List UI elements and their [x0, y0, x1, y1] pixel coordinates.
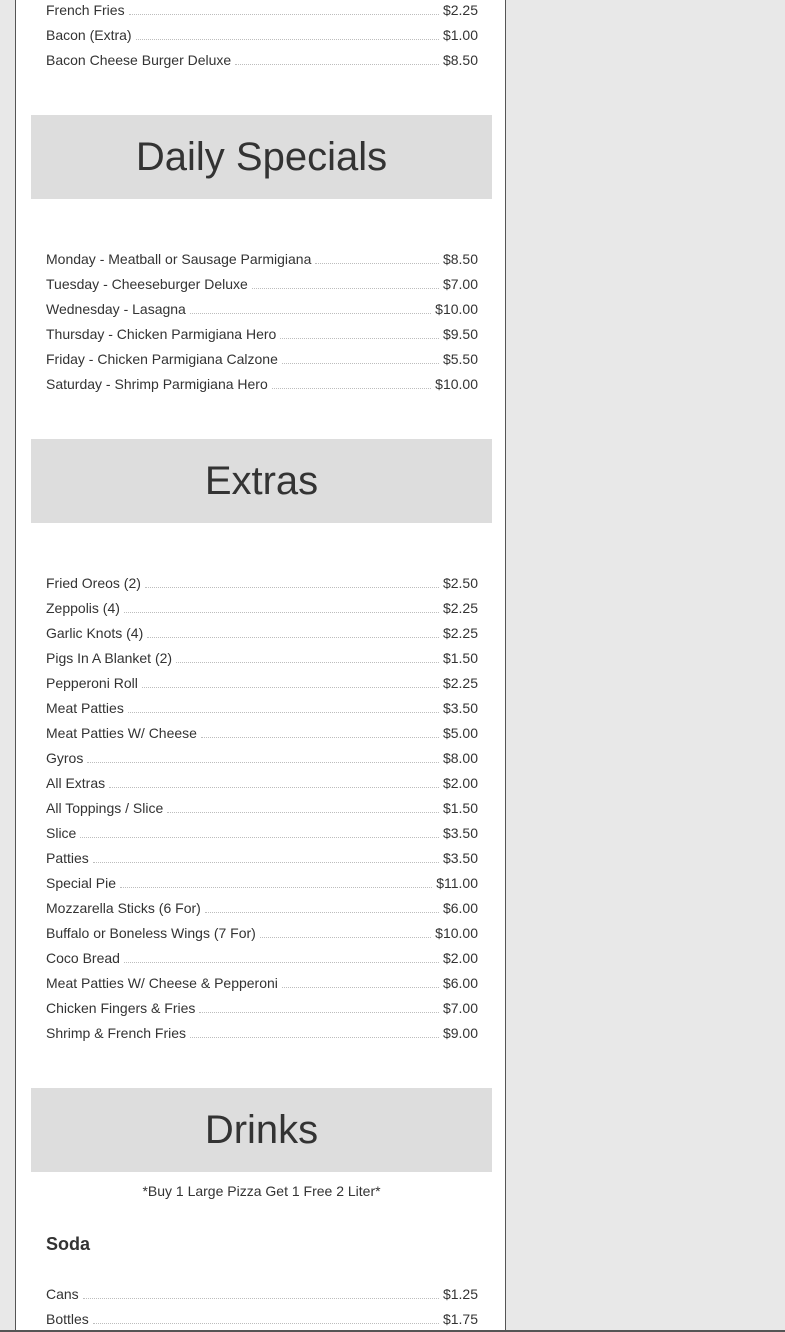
- menu-item: [46, 593, 478, 618]
- dot-leader: [93, 1323, 439, 1324]
- item-name: Pepperoni Roll: [46, 675, 138, 691]
- dot-leader: [147, 637, 439, 638]
- menu-item: [46, 618, 478, 643]
- dot-leader: [199, 1012, 439, 1013]
- item-name: Tuesday - Cheeseburger Deluxe: [46, 276, 248, 292]
- item-name: Coco Bread: [46, 950, 120, 966]
- item-price: $2.25: [442, 625, 478, 641]
- item-price: $1.25: [442, 1286, 478, 1302]
- item-name: Buffalo or Boneless Wings (7 For): [46, 925, 256, 941]
- item-price: $2.25: [442, 675, 478, 691]
- menu-item: [46, 693, 478, 718]
- item-name: Special Pie: [46, 875, 117, 891]
- dot-leader: [167, 812, 439, 813]
- item-name: Bottles: [46, 1311, 89, 1327]
- dot-leader: [190, 313, 431, 314]
- item-price: $5.50: [442, 351, 478, 367]
- item-price: $8.50: [442, 251, 478, 267]
- item-price: $10.00: [435, 301, 478, 317]
- item-price: $3.50: [442, 700, 478, 716]
- item-price: $8.50: [442, 52, 478, 68]
- dot-leader: [129, 14, 439, 15]
- dot-leader: [83, 1298, 439, 1299]
- item-name: Bacon Cheese Burger Deluxe: [46, 52, 232, 68]
- menu-item: [46, 868, 478, 893]
- menu-item: [46, 0, 478, 20]
- dot-leader: [205, 912, 439, 913]
- item-name: Chicken Fingers & Fries: [46, 1000, 196, 1016]
- item-price: $1.50: [442, 650, 478, 666]
- item-price: $9.50: [442, 326, 478, 342]
- dot-leader: [282, 987, 439, 988]
- menu-item: [46, 943, 478, 968]
- dot-leader: [280, 338, 439, 339]
- menu-item: [46, 968, 478, 993]
- dot-leader: [124, 962, 439, 963]
- soda-items: [46, 1279, 478, 1329]
- item-name: Shrimp & French Fries: [46, 1025, 187, 1041]
- dot-leader: [176, 662, 439, 663]
- item-price: $7.00: [442, 1000, 478, 1016]
- item-price: $1.50: [442, 800, 478, 816]
- dot-leader: [315, 263, 439, 264]
- item-price: $9.00: [442, 1025, 478, 1041]
- item-name: Thursday - Chicken Parmigiana Hero: [46, 326, 277, 342]
- menu-item: [46, 918, 478, 943]
- menu-item: [46, 1018, 478, 1043]
- menu-item: [46, 668, 478, 693]
- menu-item: [46, 993, 478, 1018]
- menu-item: [46, 718, 478, 743]
- menu-panel: [15, 0, 506, 1332]
- dot-leader: [282, 363, 439, 364]
- menu-item: [46, 743, 478, 768]
- item-name: Bacon (Extra): [46, 27, 132, 43]
- burgers-items: [46, 0, 478, 70]
- item-price: $10.00: [435, 376, 478, 392]
- item-price: $2.25: [442, 600, 478, 616]
- menu-item: [46, 568, 478, 593]
- item-price: $2.50: [442, 575, 478, 591]
- section-title: Daily Specials: [135, 134, 388, 179]
- item-name: Meat Patties W/ Cheese: [46, 725, 197, 741]
- item-name: Fried Oreos (2): [46, 575, 141, 591]
- item-name: Garlic Knots (4): [46, 625, 144, 641]
- item-price: $6.00: [442, 900, 478, 916]
- dot-leader: [80, 837, 439, 838]
- dot-leader: [190, 1037, 439, 1038]
- soda-heading: Soda: [46, 1234, 91, 1254]
- menu-item: [46, 768, 478, 793]
- dot-leader: [93, 862, 439, 863]
- item-name: Meat Patties: [46, 700, 124, 716]
- item-name: French Fries: [46, 2, 125, 18]
- extras-items: [46, 568, 478, 1043]
- item-price: $7.00: [442, 276, 478, 292]
- section-title: Drinks: [204, 1107, 319, 1152]
- menu-item: [46, 45, 478, 70]
- daily-specials-items: [46, 244, 478, 394]
- dot-leader: [145, 587, 439, 588]
- item-price: $2.00: [442, 950, 478, 966]
- item-price: $1.75: [442, 1311, 478, 1327]
- dot-leader: [124, 612, 439, 613]
- item-price: $2.25: [442, 2, 478, 18]
- dot-leader: [120, 887, 432, 888]
- menu-item: [46, 20, 478, 45]
- menu-item: [46, 344, 478, 369]
- item-price: $2.00: [442, 775, 478, 791]
- dot-leader: [260, 937, 431, 938]
- item-price: $11.00: [436, 875, 478, 891]
- menu-item: [46, 319, 478, 344]
- menu-item: [46, 893, 478, 918]
- item-name: Zeppolis (4): [46, 600, 120, 616]
- drinks-promo-note: *Buy 1 Large Pizza Get 1 Free 2 Liter*: [142, 1183, 381, 1199]
- dot-leader: [136, 39, 439, 40]
- dot-leader: [272, 388, 431, 389]
- drinks-header: [31, 1088, 492, 1172]
- menu-item: [46, 294, 478, 319]
- dot-leader: [142, 687, 439, 688]
- item-name: Slice: [46, 825, 77, 841]
- item-price: $3.50: [442, 825, 478, 841]
- menu-item: [46, 818, 478, 843]
- menu-item: [46, 369, 478, 394]
- item-name: All Extras: [46, 775, 106, 791]
- item-name: Saturday - Shrimp Parmigiana Hero: [46, 376, 268, 392]
- item-price: $10.00: [435, 925, 478, 941]
- item-price: $6.00: [442, 975, 478, 991]
- menu-item: [46, 1279, 478, 1304]
- dot-leader: [87, 762, 439, 763]
- daily-specials-header: [31, 115, 492, 199]
- item-name: Wednesday - Lasagna: [46, 301, 186, 317]
- menu-item: [46, 1304, 478, 1329]
- menu-item: [46, 643, 478, 668]
- item-name: Friday - Chicken Parmigiana Calzone: [46, 351, 278, 367]
- extras-header: [31, 439, 492, 523]
- item-price: $1.00: [442, 27, 478, 43]
- menu-item: [46, 269, 478, 294]
- dot-leader: [128, 712, 439, 713]
- dot-leader: [109, 787, 439, 788]
- item-price: $5.00: [442, 725, 478, 741]
- item-name: Cans: [46, 1286, 79, 1302]
- item-name: Pigs In A Blanket (2): [46, 650, 173, 666]
- menu-item: [46, 843, 478, 868]
- item-price: $3.50: [442, 850, 478, 866]
- item-name: Meat Patties W/ Cheese & Pepperoni: [46, 975, 278, 991]
- item-price: $8.00: [442, 750, 478, 766]
- dot-leader: [201, 737, 439, 738]
- item-name: Mozzarella Sticks (6 For): [46, 900, 201, 916]
- dot-leader: [252, 288, 439, 289]
- item-name: All Toppings / Slice: [46, 800, 164, 816]
- item-name: Gyros: [46, 750, 84, 766]
- menu-item: [46, 244, 478, 269]
- dot-leader: [235, 64, 439, 65]
- item-name: Patties: [46, 850, 89, 866]
- section-title: Extras: [204, 458, 319, 503]
- menu-item: [46, 793, 478, 818]
- item-name: Monday - Meatball or Sausage Parmigiana: [46, 251, 312, 267]
